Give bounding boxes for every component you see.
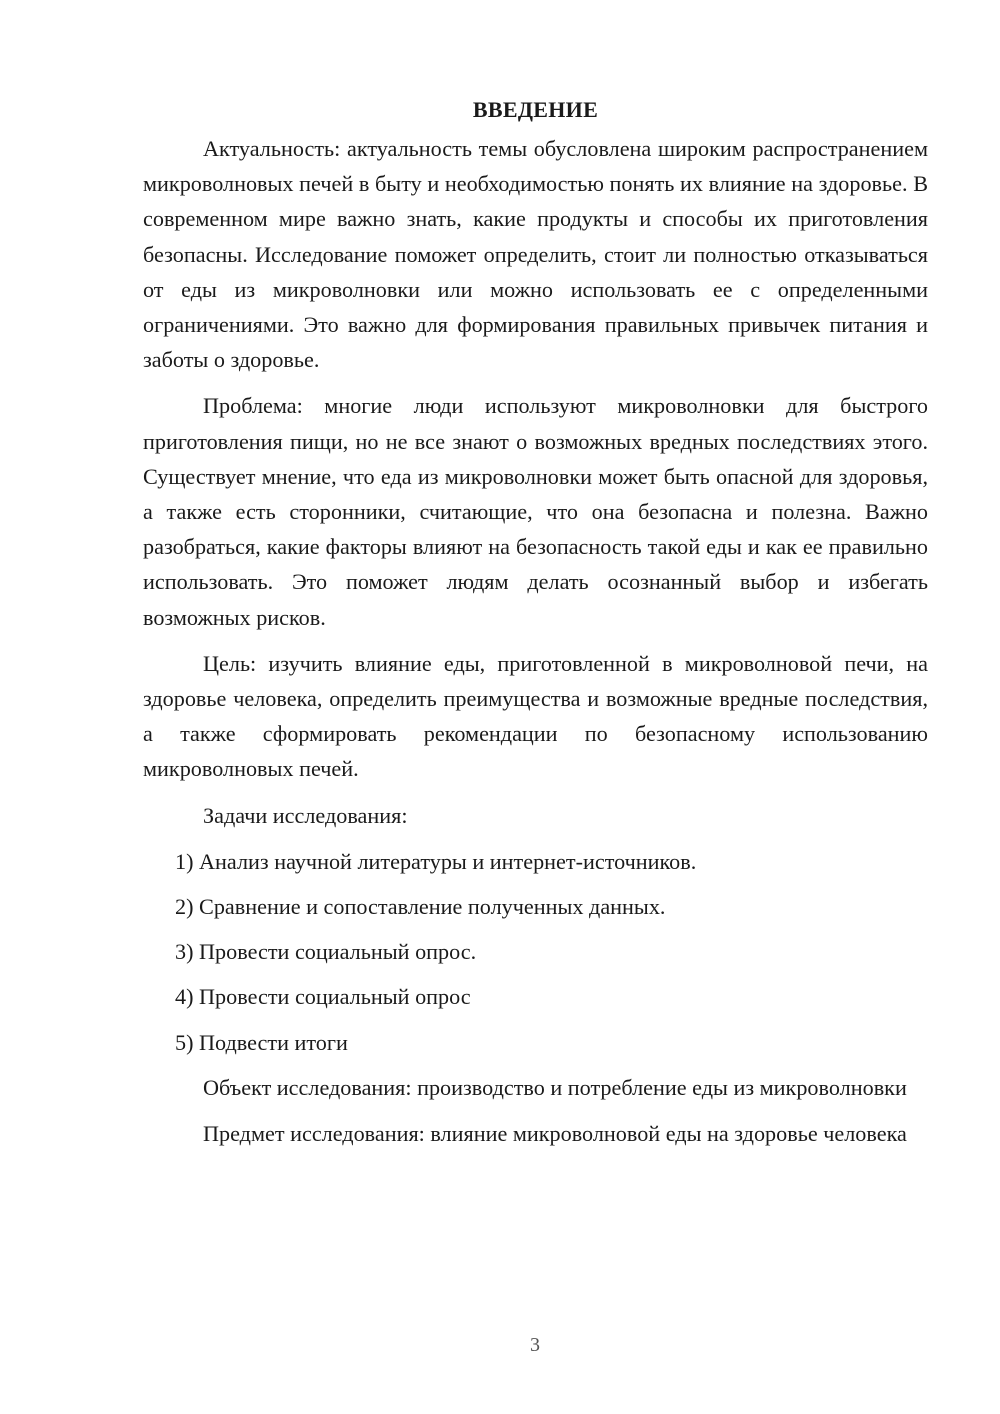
section-heading: ВВЕДЕНИЕ (472, 97, 599, 122)
tasks-title: Задачи исследования: (203, 802, 408, 828)
object-paragraph: Объект исследования: производство и потребление еды из микроволновки (203, 1074, 907, 1100)
task-item: 2) Сравнение и сопоставление полученных данных. (175, 894, 666, 920)
task-item: 5) Подвести итоги (175, 1029, 348, 1055)
subject-paragraph: Предмет исследования: влияние микроволновой еды на здоровье человека (203, 1121, 907, 1147)
relevance-paragraph: Актуальность: актуальность темы обусловлена широким распространением микроволновых печей в быту и необходимостью понять их влияние на здоровье. В современном мире важно знать, какие продукты и способы их приготовления безопасны. Исследование поможет определить, стоит ли полностью отказываться от еды из микроволновки или можно использовать ее с определенными ограничениями. Это важно для формирования правильных привычек питания и заботы о здоровье. (143, 136, 928, 373)
tasks-list (143, 844, 928, 1060)
goal-paragraph: Цель: изучить влияние еды, приготовленной в микроволновой печи, на здоровье человека, определить преимущества и возможные вредные последствия, а также сформировать рекомендации по безопасному использованию микроволновых печей. (143, 650, 928, 782)
task-item: 1) Анализ научной литературы и интернет-источников. (175, 848, 697, 874)
document-page (143, 92, 928, 1162)
problem-paragraph: Проблема: многие люди используют микроволновки для быстрого приготовления пищи, но не все знают о возможных вредных последствиях этого. Существует мнение, что еда из микроволновки может быть опасной для здоровья, а также есть сторонники, считающие, что она безопасна и полезна. Важно разобраться, какие факторы влияют на безопасность такой еды и как ее правильно использовать. Это поможет людям делать осознанный выбор и избегать возможных рисков. (143, 393, 928, 630)
task-item: 3) Провести социальный опрос. (175, 939, 477, 965)
page-number: 3 (530, 1334, 540, 1356)
task-item: 4) Провести социальный опрос (175, 984, 471, 1010)
